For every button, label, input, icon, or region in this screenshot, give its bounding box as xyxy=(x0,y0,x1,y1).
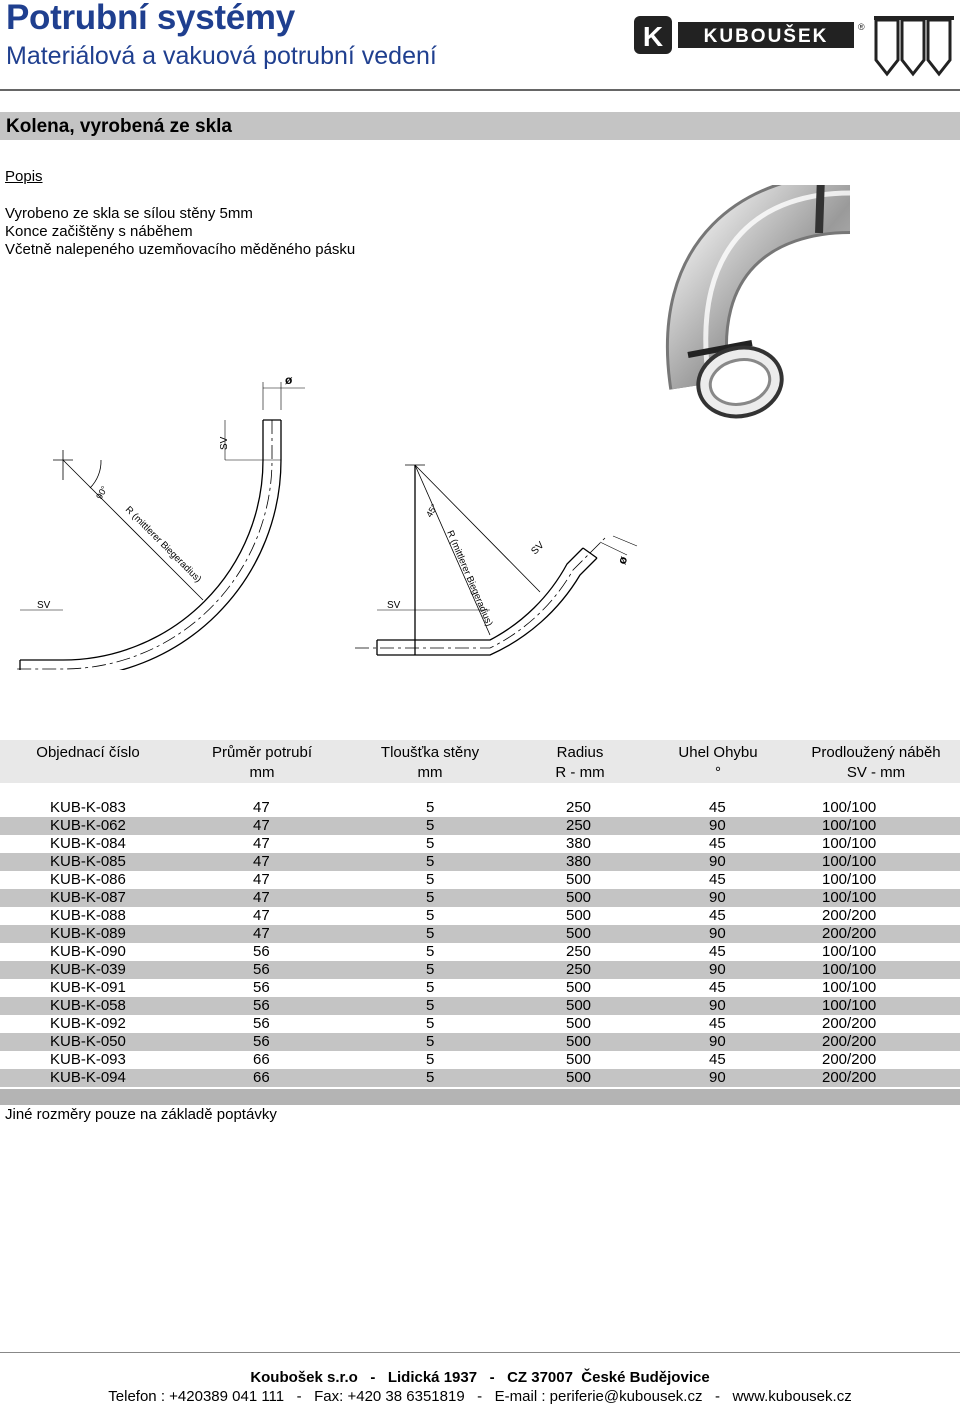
table-row xyxy=(0,961,960,979)
table-row xyxy=(0,979,960,997)
cell-radius: 500 xyxy=(566,997,592,1014)
cell-extended-lead: 100/100 xyxy=(822,853,877,870)
cell-order-number: KUB-K-062 xyxy=(50,817,126,834)
cell-diameter: 56 xyxy=(253,961,270,978)
cell-bend-angle: 90 xyxy=(709,1069,726,1086)
cell-radius: 500 xyxy=(566,907,592,924)
cell-wall-thickness: 5 xyxy=(426,889,435,906)
cell-diameter: 56 xyxy=(253,943,270,960)
cell-order-number: KUB-K-093 xyxy=(50,1051,126,1068)
cell-extended-lead: 200/200 xyxy=(822,907,877,924)
table-row xyxy=(0,853,960,871)
cell-diameter: 47 xyxy=(253,835,270,852)
sv-label: SV xyxy=(219,436,230,450)
cell-radius: 500 xyxy=(566,889,592,906)
table-bottom-bar xyxy=(0,1089,960,1105)
cell-extended-lead: 100/100 xyxy=(822,943,877,960)
table-row xyxy=(0,1069,960,1087)
company-logo xyxy=(630,12,960,78)
cell-bend-angle: 45 xyxy=(709,979,726,996)
cell-diameter: 47 xyxy=(253,799,270,816)
cell-wall-thickness: 5 xyxy=(426,961,435,978)
cell-order-number: KUB-K-086 xyxy=(50,871,126,888)
section-title: Kolena, vyrobená ze skla xyxy=(6,116,232,137)
table-row xyxy=(0,871,960,889)
svg-text:K: K xyxy=(642,21,664,52)
table-row xyxy=(0,907,960,925)
cell-wall-thickness: 5 xyxy=(426,835,435,852)
cell-radius: 500 xyxy=(566,1033,592,1050)
cell-radius: 500 xyxy=(566,1069,592,1086)
cell-wall-thickness: 5 xyxy=(426,1015,435,1032)
cell-wall-thickness: 5 xyxy=(426,799,435,816)
cell-wall-thickness: 5 xyxy=(426,1051,435,1068)
cell-order-number: KUB-K-084 xyxy=(50,835,126,852)
cell-wall-thickness: 5 xyxy=(426,1033,435,1050)
logo-wordmark: KUBOUŠEK xyxy=(703,26,829,47)
cell-diameter: 66 xyxy=(253,1051,270,1068)
cell-radius: 250 xyxy=(566,961,592,978)
cell-order-number: KUB-K-058 xyxy=(50,997,126,1014)
header-diameter: Průměr potrubí mm xyxy=(211,744,313,781)
cell-bend-angle: 45 xyxy=(709,1015,726,1032)
cell-order-number: KUB-K-050 xyxy=(50,1033,126,1050)
cell-bend-angle: 45 xyxy=(709,1051,726,1068)
cell-bend-angle: 90 xyxy=(709,853,726,870)
cell-diameter: 47 xyxy=(253,925,270,942)
cell-radius: 380 xyxy=(566,853,592,870)
cell-radius: 380 xyxy=(566,835,592,852)
cell-extended-lead: 100/100 xyxy=(822,871,877,888)
glass-elbow-photo xyxy=(640,185,870,425)
angle-label: 45° xyxy=(424,502,440,519)
cell-wall-thickness: 5 xyxy=(426,997,435,1014)
cell-bend-angle: 90 xyxy=(709,1033,726,1050)
cell-order-number: KUB-K-039 xyxy=(50,961,126,978)
cell-radius: 250 xyxy=(566,817,592,834)
cell-extended-lead: 200/200 xyxy=(822,1033,877,1050)
diameter-symbol: ø xyxy=(285,373,293,387)
table-row xyxy=(0,1015,960,1033)
cell-bend-angle: 45 xyxy=(709,835,726,852)
cell-bend-angle: 90 xyxy=(709,889,726,906)
page-title: Potrubní systémy xyxy=(6,0,295,37)
technical-drawing xyxy=(15,370,655,670)
header-divider xyxy=(0,89,960,91)
cell-radius: 250 xyxy=(566,943,592,960)
cell-wall-thickness: 5 xyxy=(426,907,435,924)
cell-extended-lead: 100/100 xyxy=(822,979,877,996)
cell-bend-angle: 90 xyxy=(709,817,726,834)
tanks-icon xyxy=(876,20,950,74)
cell-wall-thickness: 5 xyxy=(426,817,435,834)
table-row xyxy=(0,817,960,835)
cell-extended-lead: 100/100 xyxy=(822,961,877,978)
table-row xyxy=(0,997,960,1015)
cell-order-number: KUB-K-087 xyxy=(50,889,126,906)
cell-extended-lead: 100/100 xyxy=(822,817,877,834)
table-row xyxy=(0,799,960,817)
description-line: Konce začištěny s náběhem xyxy=(5,223,193,240)
cell-diameter: 47 xyxy=(253,817,270,834)
cell-radius: 500 xyxy=(566,1015,592,1032)
header-extended-lead: Prodloužený náběh SV - mm xyxy=(811,744,941,781)
cell-wall-thickness: 5 xyxy=(426,943,435,960)
radius-label: R (mittlerer Biegeradius) xyxy=(122,504,204,585)
cell-diameter: 56 xyxy=(253,1033,270,1050)
cell-wall-thickness: 5 xyxy=(426,925,435,942)
cell-diameter: 56 xyxy=(253,979,270,996)
cell-wall-thickness: 5 xyxy=(426,1069,435,1086)
cell-bend-angle: 45 xyxy=(709,907,726,924)
cell-radius: 500 xyxy=(566,979,592,996)
cell-order-number: KUB-K-094 xyxy=(50,1069,126,1086)
table-row xyxy=(0,835,960,853)
cell-extended-lead: 200/200 xyxy=(822,1069,877,1086)
cell-radius: 500 xyxy=(566,1051,592,1068)
description-line: Vyrobeno ze skla se sílou stěny 5mm xyxy=(5,205,253,222)
header-order-number: Objednací číslo xyxy=(36,744,140,761)
cell-bend-angle: 45 xyxy=(709,799,726,816)
cell-wall-thickness: 5 xyxy=(426,979,435,996)
angle-label: 90° xyxy=(94,484,110,501)
cell-bend-angle: 90 xyxy=(709,925,726,942)
cell-wall-thickness: 5 xyxy=(426,871,435,888)
sv-label: SV xyxy=(529,539,547,558)
cell-extended-lead: 200/200 xyxy=(822,1015,877,1032)
table-row xyxy=(0,889,960,907)
table-row xyxy=(0,943,960,961)
cell-order-number: KUB-K-083 xyxy=(50,799,126,816)
cell-diameter: 47 xyxy=(253,889,270,906)
cell-diameter: 66 xyxy=(253,1069,270,1086)
radius-label: R (mittlerer Biegeradius) xyxy=(444,528,495,628)
cell-bend-angle: 90 xyxy=(709,997,726,1014)
sv-label: SV xyxy=(37,600,51,611)
cell-radius: 500 xyxy=(566,925,592,942)
header-bend-angle: Uhel Ohybu ° xyxy=(678,744,758,781)
table-note: Jiné rozměry pouze na základě poptávky xyxy=(5,1106,277,1123)
cell-extended-lead: 200/200 xyxy=(822,1051,877,1068)
cell-bend-angle: 90 xyxy=(709,961,726,978)
sv-label: SV xyxy=(387,600,401,611)
header-radius: Radius R - mm xyxy=(555,744,605,781)
footer-divider xyxy=(0,1352,960,1353)
description-line: Včetně nalepeného uzemňovacího měděného pásku xyxy=(5,241,356,258)
cell-diameter: 56 xyxy=(253,1015,270,1032)
cell-order-number: KUB-K-085 xyxy=(50,853,126,870)
cell-order-number: KUB-K-089 xyxy=(50,925,126,942)
cell-order-number: KUB-K-091 xyxy=(50,979,126,996)
svg-text:ø: ø xyxy=(614,554,631,567)
cell-bend-angle: 45 xyxy=(709,871,726,888)
cell-wall-thickness: 5 xyxy=(426,853,435,870)
table-row xyxy=(0,1033,960,1051)
cell-diameter: 56 xyxy=(253,997,270,1014)
cell-diameter: 47 xyxy=(253,871,270,888)
table-row xyxy=(0,925,960,943)
cell-extended-lead: 100/100 xyxy=(822,997,877,1014)
footer-address: Koubošek s.r.o - Lidická 1937 - CZ 37007 České Budějovice xyxy=(250,1369,710,1386)
header-wall-thickness: Tloušťka stěny mm xyxy=(380,744,480,781)
footer-contacts: Telefon : +420389 041 111 - Fax: +420 38 6351819 - E-mail : periferie@kubousek.cz - www.kubousek.cz xyxy=(108,1388,852,1405)
cell-extended-lead: 200/200 xyxy=(822,925,877,942)
cell-radius: 500 xyxy=(566,871,592,888)
cell-extended-lead: 100/100 xyxy=(822,835,877,852)
cell-order-number: KUB-K-088 xyxy=(50,907,126,924)
cell-order-number: KUB-K-092 xyxy=(50,1015,126,1032)
cell-radius: 250 xyxy=(566,799,592,816)
svg-text:®: ® xyxy=(858,22,865,32)
cell-extended-lead: 100/100 xyxy=(822,799,877,816)
popis-label: Popis xyxy=(5,168,43,185)
table-row xyxy=(0,1051,960,1069)
cell-order-number: KUB-K-090 xyxy=(50,943,126,960)
page-subtitle: Materiálová a vakuová potrubní vedení xyxy=(6,42,437,70)
cell-diameter: 47 xyxy=(253,853,270,870)
cell-extended-lead: 100/100 xyxy=(822,889,877,906)
cell-diameter: 47 xyxy=(253,907,270,924)
cell-bend-angle: 45 xyxy=(709,943,726,960)
